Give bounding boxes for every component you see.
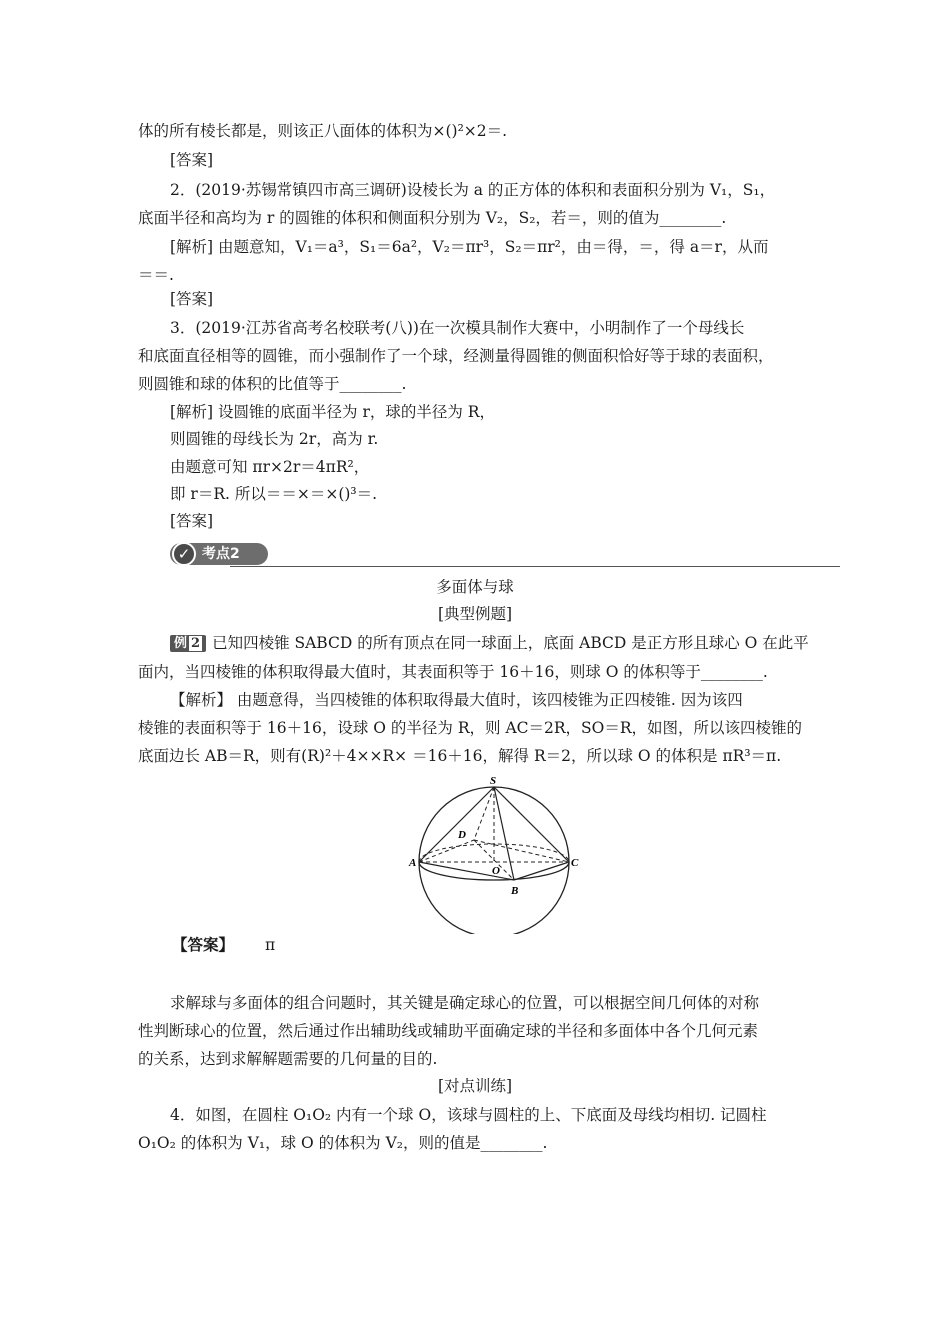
question-2-line: 底面半径和高均为 r 的圆锥的体积和侧面积分别为 V₂，S₂，若＝，则的值为________.	[138, 209, 727, 227]
analysis-line: 则圆锥的母线长为 2r，高为 r.	[170, 430, 379, 448]
label-s: S	[490, 775, 497, 787]
example-text: 已知四棱锥 SABCD 的所有顶点在同一球面上，底面 ABCD 是正方形且球心 O 在此平	[212, 634, 809, 652]
edge-sa	[419, 787, 494, 862]
example-tag-text: 例	[174, 636, 188, 651]
analysis-line: [解析] 由题意知，V₁＝a³，S₁＝6a²，V₂＝πr³，S₂＝πr²，由＝得，＝，得 a＝r，从而	[170, 238, 769, 256]
label-d: D	[458, 829, 466, 841]
kaodian-label: 考点2	[202, 546, 240, 562]
question-4-line: 4．如图，在圆柱 O₁O₂ 内有一个球 O，该球与圆柱的上、下底面及母线均相切. 记圆柱	[170, 1106, 767, 1124]
checkmark-icon: ✓	[172, 542, 196, 566]
summary-line: 的关系，达到求解解题需要的几何量的目的.	[138, 1050, 438, 1068]
analysis-line: 即 r＝R. 所以＝＝×＝×()³＝.	[170, 485, 378, 503]
example-heading: [典型例题]	[437, 605, 513, 623]
example-line	[170, 632, 809, 654]
label-b: B	[511, 885, 519, 897]
question-3-line: 则圆锥和球的体积的比值等于________.	[138, 375, 407, 393]
edge-ad	[419, 840, 474, 862]
summary-line: 求解球与多面体的组合问题时，其关键是确定球心的位置，可以根据空间几何体的对称	[170, 994, 760, 1012]
example-analysis-line: 棱锥的表面积等于 16＋16，设球 O 的半径为 R，则 AC＝2R，SO＝R，如图，所以该四棱锥的	[138, 719, 803, 737]
answer-marker: [答案]	[170, 151, 214, 169]
kaodian-banner	[170, 542, 840, 568]
training-heading: [对点训练]	[437, 1077, 513, 1095]
answer-line	[172, 934, 275, 956]
section-title: 多面体与球	[436, 578, 514, 596]
sphere-pyramid-figure	[408, 774, 580, 934]
answer-marker: [答案]	[170, 512, 214, 530]
example-tag-number: 2	[191, 636, 201, 651]
question-2-line: 2．(2019·苏锡常镇四市高三调研)设棱长为 a 的正方体的体积和表面积分别为 V₁，S₁，	[170, 181, 776, 199]
section-rule	[230, 566, 840, 567]
analysis-line: ＝＝.	[138, 266, 174, 284]
example-line: 面内，当四棱锥的体积取得最大值时，其表面积等于 16＋16，则球 O 的体积等于________.	[138, 663, 768, 681]
analysis-line: [解析] 设圆锥的底面半径为 r，球的半径为 R，	[170, 403, 495, 421]
answer-label: 【答案】	[172, 935, 235, 954]
question-3-line: 3．(2019·江苏省高考名校联考(八))在一次模具制作大赛中，小明制作了一个母线长	[170, 319, 745, 337]
question-4-line: O₁O₂ 的体积为 V₁，球 O 的体积为 V₂，则的值是________.	[138, 1134, 548, 1152]
analysis-line: 由题意可知 πr×2r＝4πR²，	[170, 458, 370, 476]
example-tag	[170, 635, 206, 652]
label-o: O	[492, 865, 500, 877]
answer-value: π	[264, 936, 276, 954]
answer-marker: [答案]	[170, 290, 214, 308]
text-line: 体的所有棱长都是，则该正八面体的体积为×()²×2＝.	[138, 122, 508, 140]
example-analysis-line: 底面边长 AB＝R，则有(R)²＋4××R× ＝16＋16，解得 R＝2，所以球 O 的体积是 πR³＝π.	[138, 747, 782, 765]
edge-sc	[494, 787, 569, 862]
example-analysis-line: 【解析】 由题意得，当四棱锥的体积取得最大值时，该四棱锥为正四棱锥. 因为该四	[170, 691, 743, 709]
edge-sd	[474, 787, 494, 840]
summary-line: 性判断球心的位置，然后通过作出辅助线或辅助平面确定球的半径和多面体中各个几何元素	[138, 1022, 759, 1040]
question-3-line: 和底面直径相等的圆锥，而小强制作了一个球，经测量得圆锥的侧面积恰好等于球的表面积，	[138, 347, 774, 365]
label-a: A	[409, 857, 417, 869]
label-c: C	[571, 857, 579, 869]
